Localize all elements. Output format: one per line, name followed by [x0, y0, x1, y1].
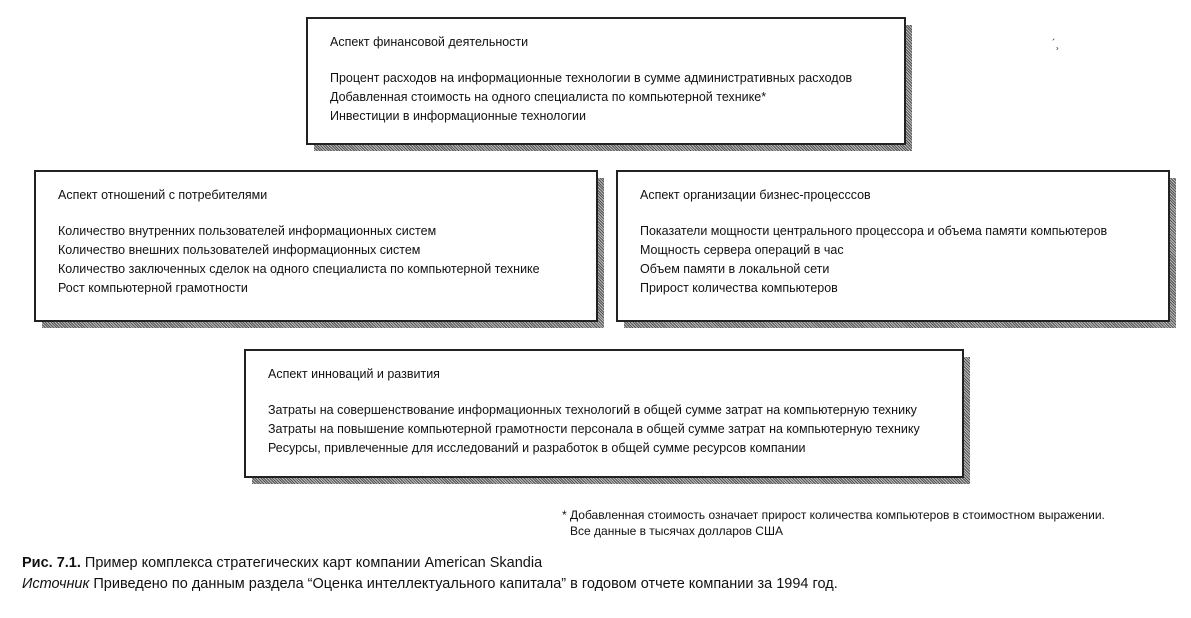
box-item: Показатели мощности центрального процессора и объема памяти компьютеров	[640, 224, 1108, 238]
footnote	[562, 507, 1105, 539]
figure-label: Рис. 7.1.	[22, 555, 81, 571]
box-title: Аспект отношений с потребителями	[58, 188, 268, 202]
business-process-aspect-box	[616, 170, 1170, 322]
figure-caption	[22, 553, 838, 595]
scan-mark: ´¸	[1052, 38, 1060, 50]
box-title: Аспект организации бизнес-процесссов	[640, 188, 871, 202]
box-item: Прирост количества компьютеров	[640, 281, 838, 295]
box-item: Количество заключенных сделок на одного специалиста по компьютерной технике	[58, 262, 540, 276]
box-item: Затраты на совершенствование информационных технологий в общей сумме затрат на компьютерную технику	[268, 403, 917, 417]
customer-aspect-box	[34, 170, 598, 322]
footnote-line: * Добавленная стоимость означает прирост количества компьютеров в стоимостном выражении.	[562, 508, 1105, 522]
box-item: Инвестиции в информационные технологии	[330, 109, 586, 123]
box-item: Количество внешних пользователей информационных систем	[58, 243, 421, 257]
box-title: Аспект инноваций и развития	[268, 367, 440, 381]
box-item: Затраты на повышение компьютерной грамотности персонала в общей сумме затрат на компьютерную технику	[268, 422, 920, 436]
innovation-aspect-box	[244, 349, 964, 478]
source-label: Источник	[22, 576, 90, 592]
caption-title-line	[22, 553, 838, 574]
box-item: Процент расходов на информационные технологии в сумме административных расходов	[330, 71, 853, 85]
caption-source-line	[22, 574, 838, 595]
source-text: Приведено по данным раздела “Оценка интеллектуального капитала” в годовом отчете компании за 1994 год.	[89, 576, 838, 592]
box-title: Аспект финансовой деятельности	[330, 35, 529, 49]
box-item: Рост компьютерной грамотности	[58, 281, 248, 295]
box-item: Количество внутренних пользователей информационных систем	[58, 224, 437, 238]
footnote-line: Все данные в тысячах долларов США	[570, 524, 783, 538]
box-item: Добавленная стоимость на одного специалиста по компьютерной технике*	[330, 90, 767, 104]
financial-aspect-box	[306, 17, 906, 145]
box-item: Мощность сервера операций в час	[640, 243, 844, 257]
box-item: Ресурсы, привлеченные для исследований и разработок в общей сумме ресурсов компании	[268, 441, 806, 455]
box-item: Объем памяти в локальной сети	[640, 262, 830, 276]
figure-title: Пример комплекса стратегических карт компании American Skandia	[80, 555, 543, 571]
